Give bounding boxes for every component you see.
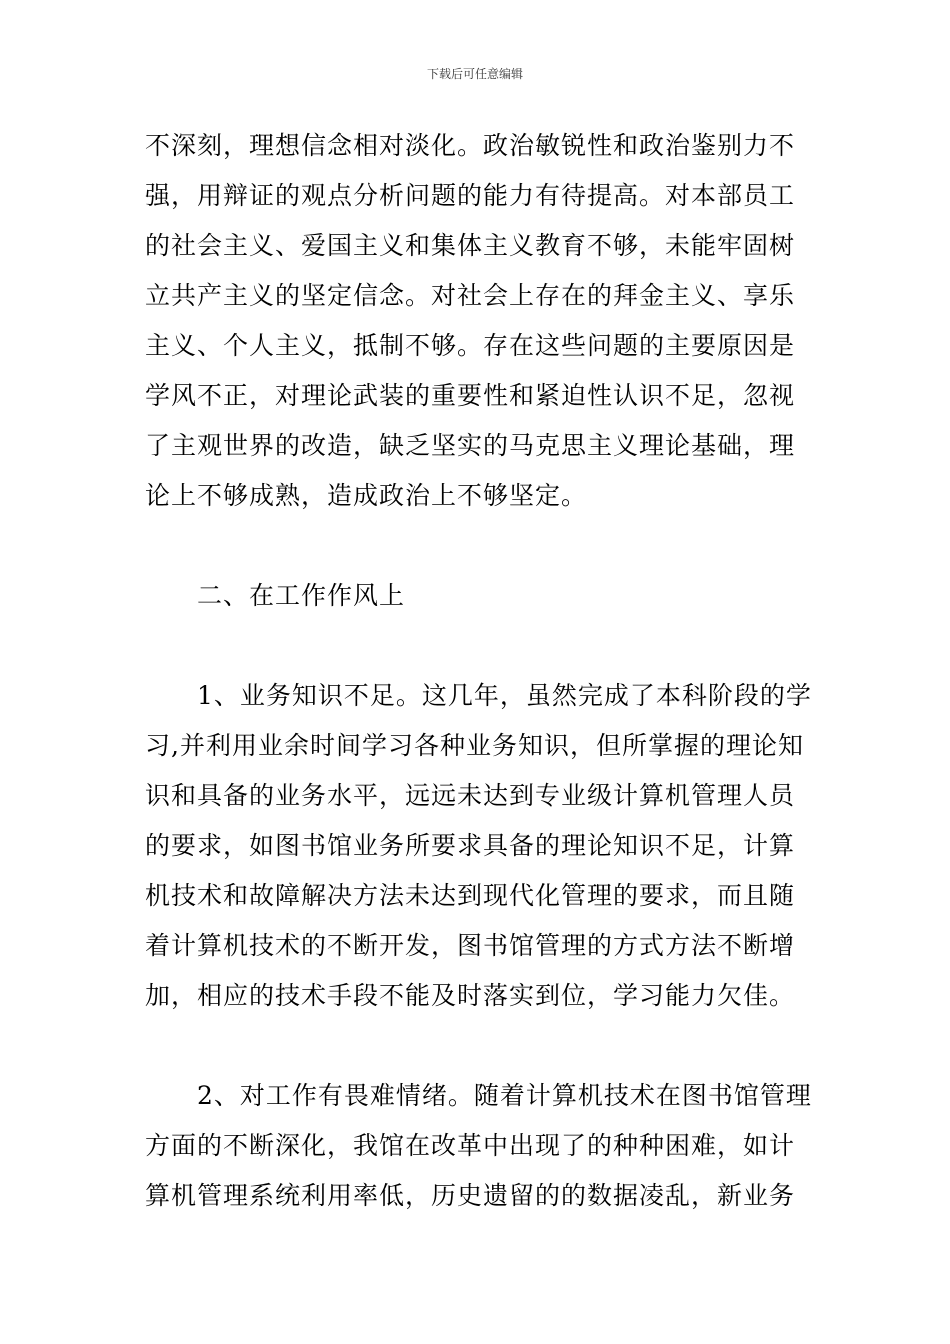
text-line: 识和具备的业务水平，远远未达到专业级计算机管理人员 [145,781,796,810]
text-line: 机技术和故障解决方法未达到现代化管理的要求，而且随 [145,881,796,910]
paragraph [145,671,815,1021]
text-line: 了主观世界的改造，缺乏坚实的马克思主义理论基础，理 [145,431,796,460]
text-line: 加，相应的技术手段不能及时落实到位，学习能力欠佳。 [145,981,796,1010]
text-line: 学风不正，对理论武装的重要性和紧迫性认识不足，忽视 [145,381,796,410]
paragraph [145,1071,815,1221]
text-line: 主义、个人主义，抵制不够。存在这些问题的主要原因是 [145,331,796,360]
text-line: 论上不够成熟，造成政治上不够坚定。 [145,481,588,510]
text-line: 立共产主义的坚定信念。对社会上存在的拜金主义、享乐 [145,281,796,310]
paragraph-spacer [145,1021,815,1071]
text-line: 的社会主义、爱国主义和集体主义教育不够，未能牢固树 [145,231,796,260]
text-line: 的要求，如图书馆业务所要求具备的理论知识不足，计算 [145,831,796,860]
text-line: 着计算机技术的不断开发，图书馆管理的方式方法不断增 [145,931,796,960]
text-line: 2、对工作有畏难情绪。随着计算机技术在图书馆管理 [145,1081,812,1110]
text-line: 强，用辩证的观点分析问题的能力有待提高。对本部员工 [145,181,796,210]
text-line: 不深刻，理想信念相对淡化。政治敏锐性和政治鉴别力不 [145,131,796,160]
text-line: 习,并利用业余时间学习各种业务知识，但所掌握的理论知 [145,731,804,760]
section-heading [145,571,815,621]
text-line: 1、业务知识不足。这几年，虽然完成了本科阶段的学 [145,681,812,710]
text-line: 二、在工作作风上 [145,581,406,610]
paragraph-spacer [145,521,815,571]
text-line: 算机管理系统利用率低，历史遗留的的数据凌乱，新业务 [145,1181,796,1210]
paragraph [145,121,815,521]
paragraph-spacer [145,621,815,671]
document-body [145,121,815,1221]
page-header: 下载后可任意编辑 [426,67,523,81]
text-line: 方面的不断深化，我馆在改革中出现了的种种困难，如计 [145,1131,796,1160]
